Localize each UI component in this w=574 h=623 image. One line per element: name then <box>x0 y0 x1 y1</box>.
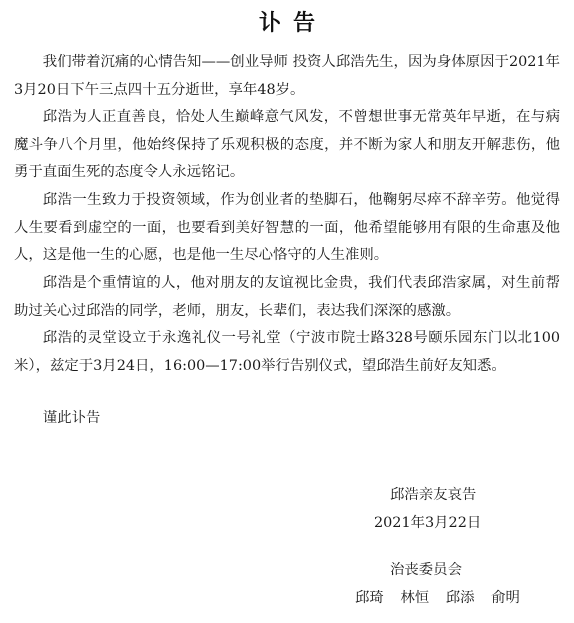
committee-member-name: 邱琦 <box>355 590 384 606</box>
committee-member-name: 林恒 <box>400 590 430 606</box>
committee-members <box>355 588 520 608</box>
paragraph-career <box>14 187 560 270</box>
signature-committee: 治丧委员会 <box>390 562 462 578</box>
signature-date: 2021年3月22日 <box>374 515 482 531</box>
committee-member-name: 俞明 <box>491 590 520 606</box>
notice-title: 讣告 <box>258 10 327 36</box>
paragraph-gratitude <box>14 270 560 325</box>
paragraph-text: 我们带着沉痛的心情告知——创业导师 投资人邱浩先生，因为身体原因于2021年3月20日下午三点四十五分逝世，享年48岁。 <box>14 54 560 98</box>
paragraph-text: 邱浩是个重情谊的人，他对朋友的友谊视比金贵，我们代表邱浩家属，对生前帮助过关心过邱浩的同学，老师，朋友，长辈们，表达我们深深的感激。 <box>14 275 560 319</box>
committee-member-name: 邱添 <box>445 590 475 606</box>
signature-org: 邱浩亲友哀告 <box>390 487 477 503</box>
paragraph-text: 邱浩的灵堂设立于永逸礼仪一号礼堂（宁波市院士路328号颐乐园东门以北100米），兹定于3月24日，16:00—17:00举行告别仪式，望邱浩生前好友知悉。 <box>14 330 560 374</box>
paragraph-announcement <box>14 49 560 104</box>
closing-line: 谨此讣告 <box>42 410 101 426</box>
paragraph-text: 邱浩一生致力于投资领域，作为创业者的垫脚石，他鞠躬尽瘁不辞辛劳。他觉得人生要看到虚空的一面，也要看到美好智慧的一面，他希望能够用有限的生命惠及他人，这是他一生的心愿，也是他一生尽心恪守的人生准则。 <box>14 192 560 263</box>
paragraph-memorial-hall <box>14 325 560 380</box>
paragraph-text: 邱浩为人正直善良，恰处人生巅峰意气风发，不曾想世事无常英年早逝，在与病魔斗争八个月里，他始终保持了乐观积极的态度，并不断为家人和朋友开解悲伤，他勇于直面生死的态度令人永远铭记。 <box>14 109 560 180</box>
paragraph-character <box>14 104 560 187</box>
